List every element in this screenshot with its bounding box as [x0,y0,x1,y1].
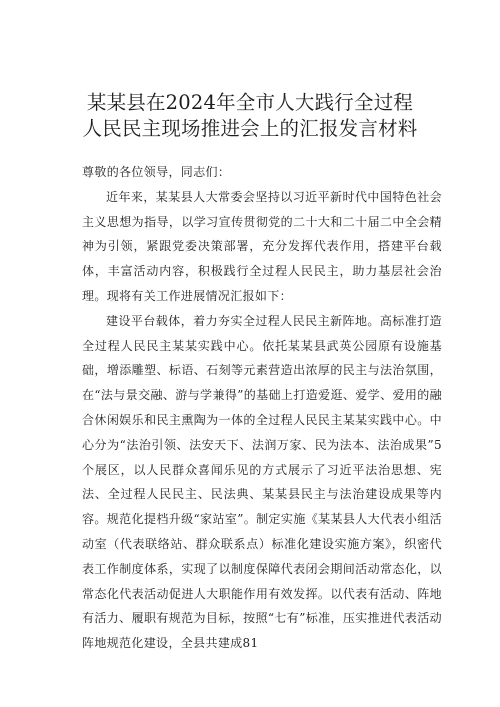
document-title-line-2: 人民民主现场推进会上的汇报发言材料 [82,117,418,140]
paragraph-intro: 近年来，某某县人大常委会坚持以习近平新时代中国特色社会主义思想为指导，以学习宣传贯彻党的二十大和二十届二中全会精神为引领，紧跟党委决策部署，充分发挥代表作用，搭建平台载体，丰富活动内容，积极践行全过程人民民主，助力基层社会治理。现将有关工作进展情况汇报如下： [82,189,442,303]
paragraph-platform: 建设平台载体，着力夯实全过程人民民主新阵地。高标准打造全过程人民民主某某实践中心。依托某某县武英公园原有设施基础，增添雕塑、标语、石刻等元素营造出浓厚的民主与法治氛围，在“法与景交融、游与学兼得”的基础上打造爱逛、爱学、爱用的融合休闲娱乐和民主熏陶为一体的全过程人民民主某某实践中心。中心分为“法治引领、法安天下、法润万家、民为法本、法治成果”5个展区，以人民群众喜闻乐见的方式展示了习近平法治思想、宪法、全过程人民民主、民法典、某某县民主与法治建设成果等内容。规范化提档升级“家站室”。制定实施《某某县人大代表小组活动室（代表联络站、群众联系点）标准化建设实施方案》，织密代表工作制度体系，实现了以制度保障代表闭会期间活动常态化，以常态化代表活动促进人大职能作用有效发挥。以代表有活动、阵地有活力、履职有规范为目标，按照“七有”标准，压实推进代表活动阵地规范化建设，全县共建成81 [82,313,442,651]
salutation: 尊敬的各位领导，同志们： [82,165,231,179]
document-body [82,160,442,656]
document-title-line-1: 某某县在2024年全市人大践行全过程 [86,91,414,114]
